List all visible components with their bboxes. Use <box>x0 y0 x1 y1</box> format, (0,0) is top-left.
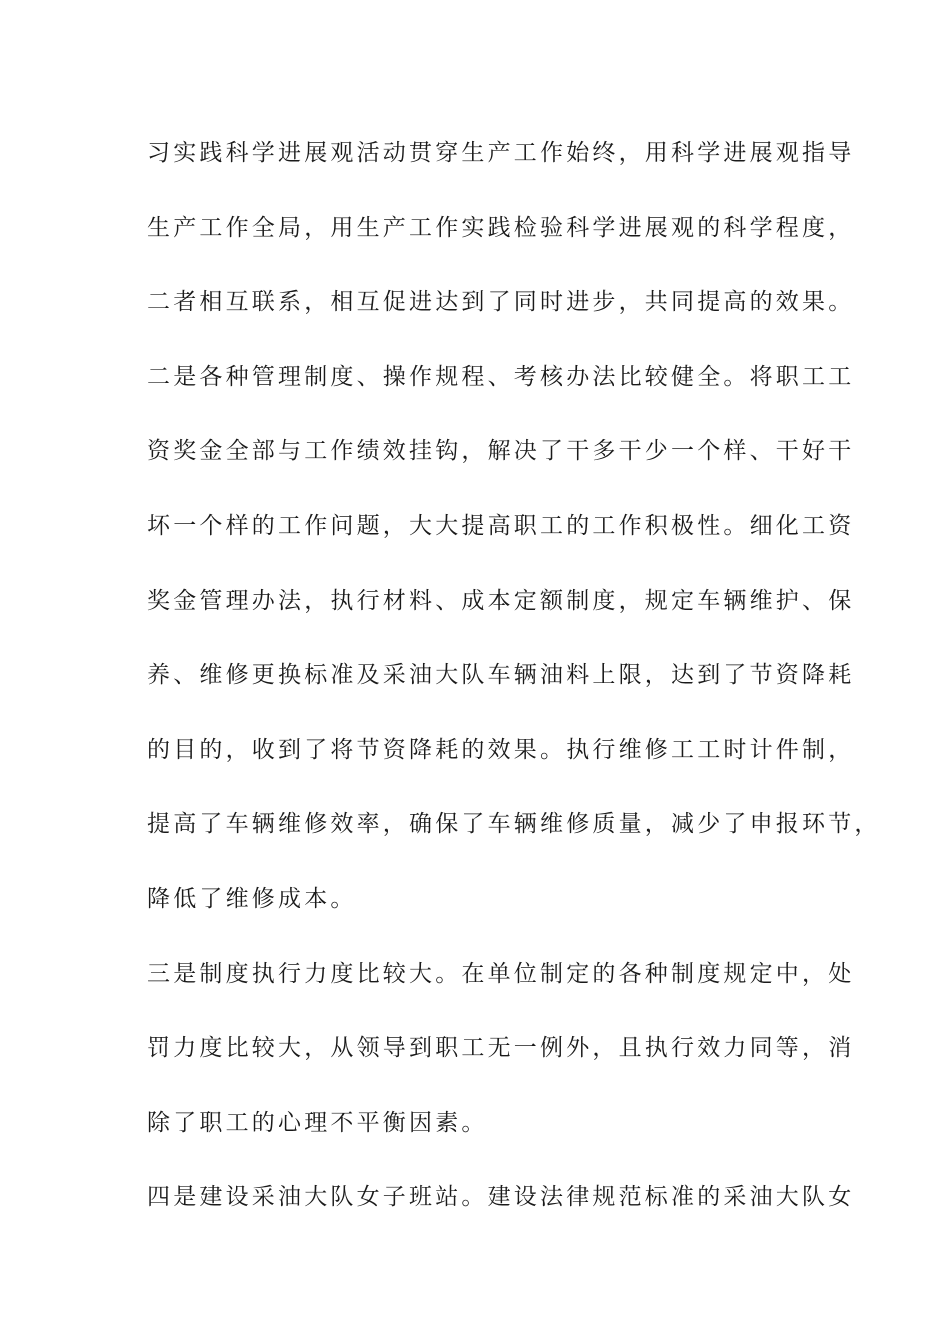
text-line: 坏一个样的工作问题，大大提高职工的工作积极性。细化工资 <box>147 512 855 539</box>
text-line: 罚力度比较大，从领导到职工无一例外，且执行效力同等，消 <box>147 1035 855 1062</box>
text-line: 三是制度执行力度比较大。在单位制定的各种制度规定中，处 <box>147 960 855 987</box>
text-line: 除了职工的心理不平衡因素。 <box>147 1109 488 1136</box>
text-line: 生产工作全局，用生产工作实践检验科学进展观的科学程度， <box>147 214 855 241</box>
text-line: 二者相互联系，相互促进达到了同时进步，共同提高的效果。 <box>147 289 855 316</box>
text-line: 习实践科学进展观活动贯穿生产工作始终，用科学进展观指导 <box>147 140 855 166</box>
text-line: 提高了车辆维修效率，确保了车辆维修质量，减少了申报环节， <box>147 811 881 838</box>
text-line: 降低了维修成本。 <box>147 885 357 912</box>
text-line: 四是建设采油大队女子班站。建设法律规范标准的采油大队女 <box>147 1184 855 1211</box>
text-line: 资奖金全部与工作绩效挂钩，解决了干多干少一个样、干好干 <box>147 438 855 465</box>
text-line: 奖金管理办法，执行材料、成本定额制度，规定车辆维护、保 <box>147 587 855 614</box>
body-text <box>147 130 881 1249</box>
text-line: 养、维修更换标准及采油大队车辆油料上限，达到了节资降耗 <box>147 662 855 689</box>
text-line: 的目的，收到了将节资降耗的效果。执行维修工工时计件制， <box>147 736 855 763</box>
text-line: 二是各种管理制度、操作规程、考核办法比较健全。将职工工 <box>147 363 855 390</box>
